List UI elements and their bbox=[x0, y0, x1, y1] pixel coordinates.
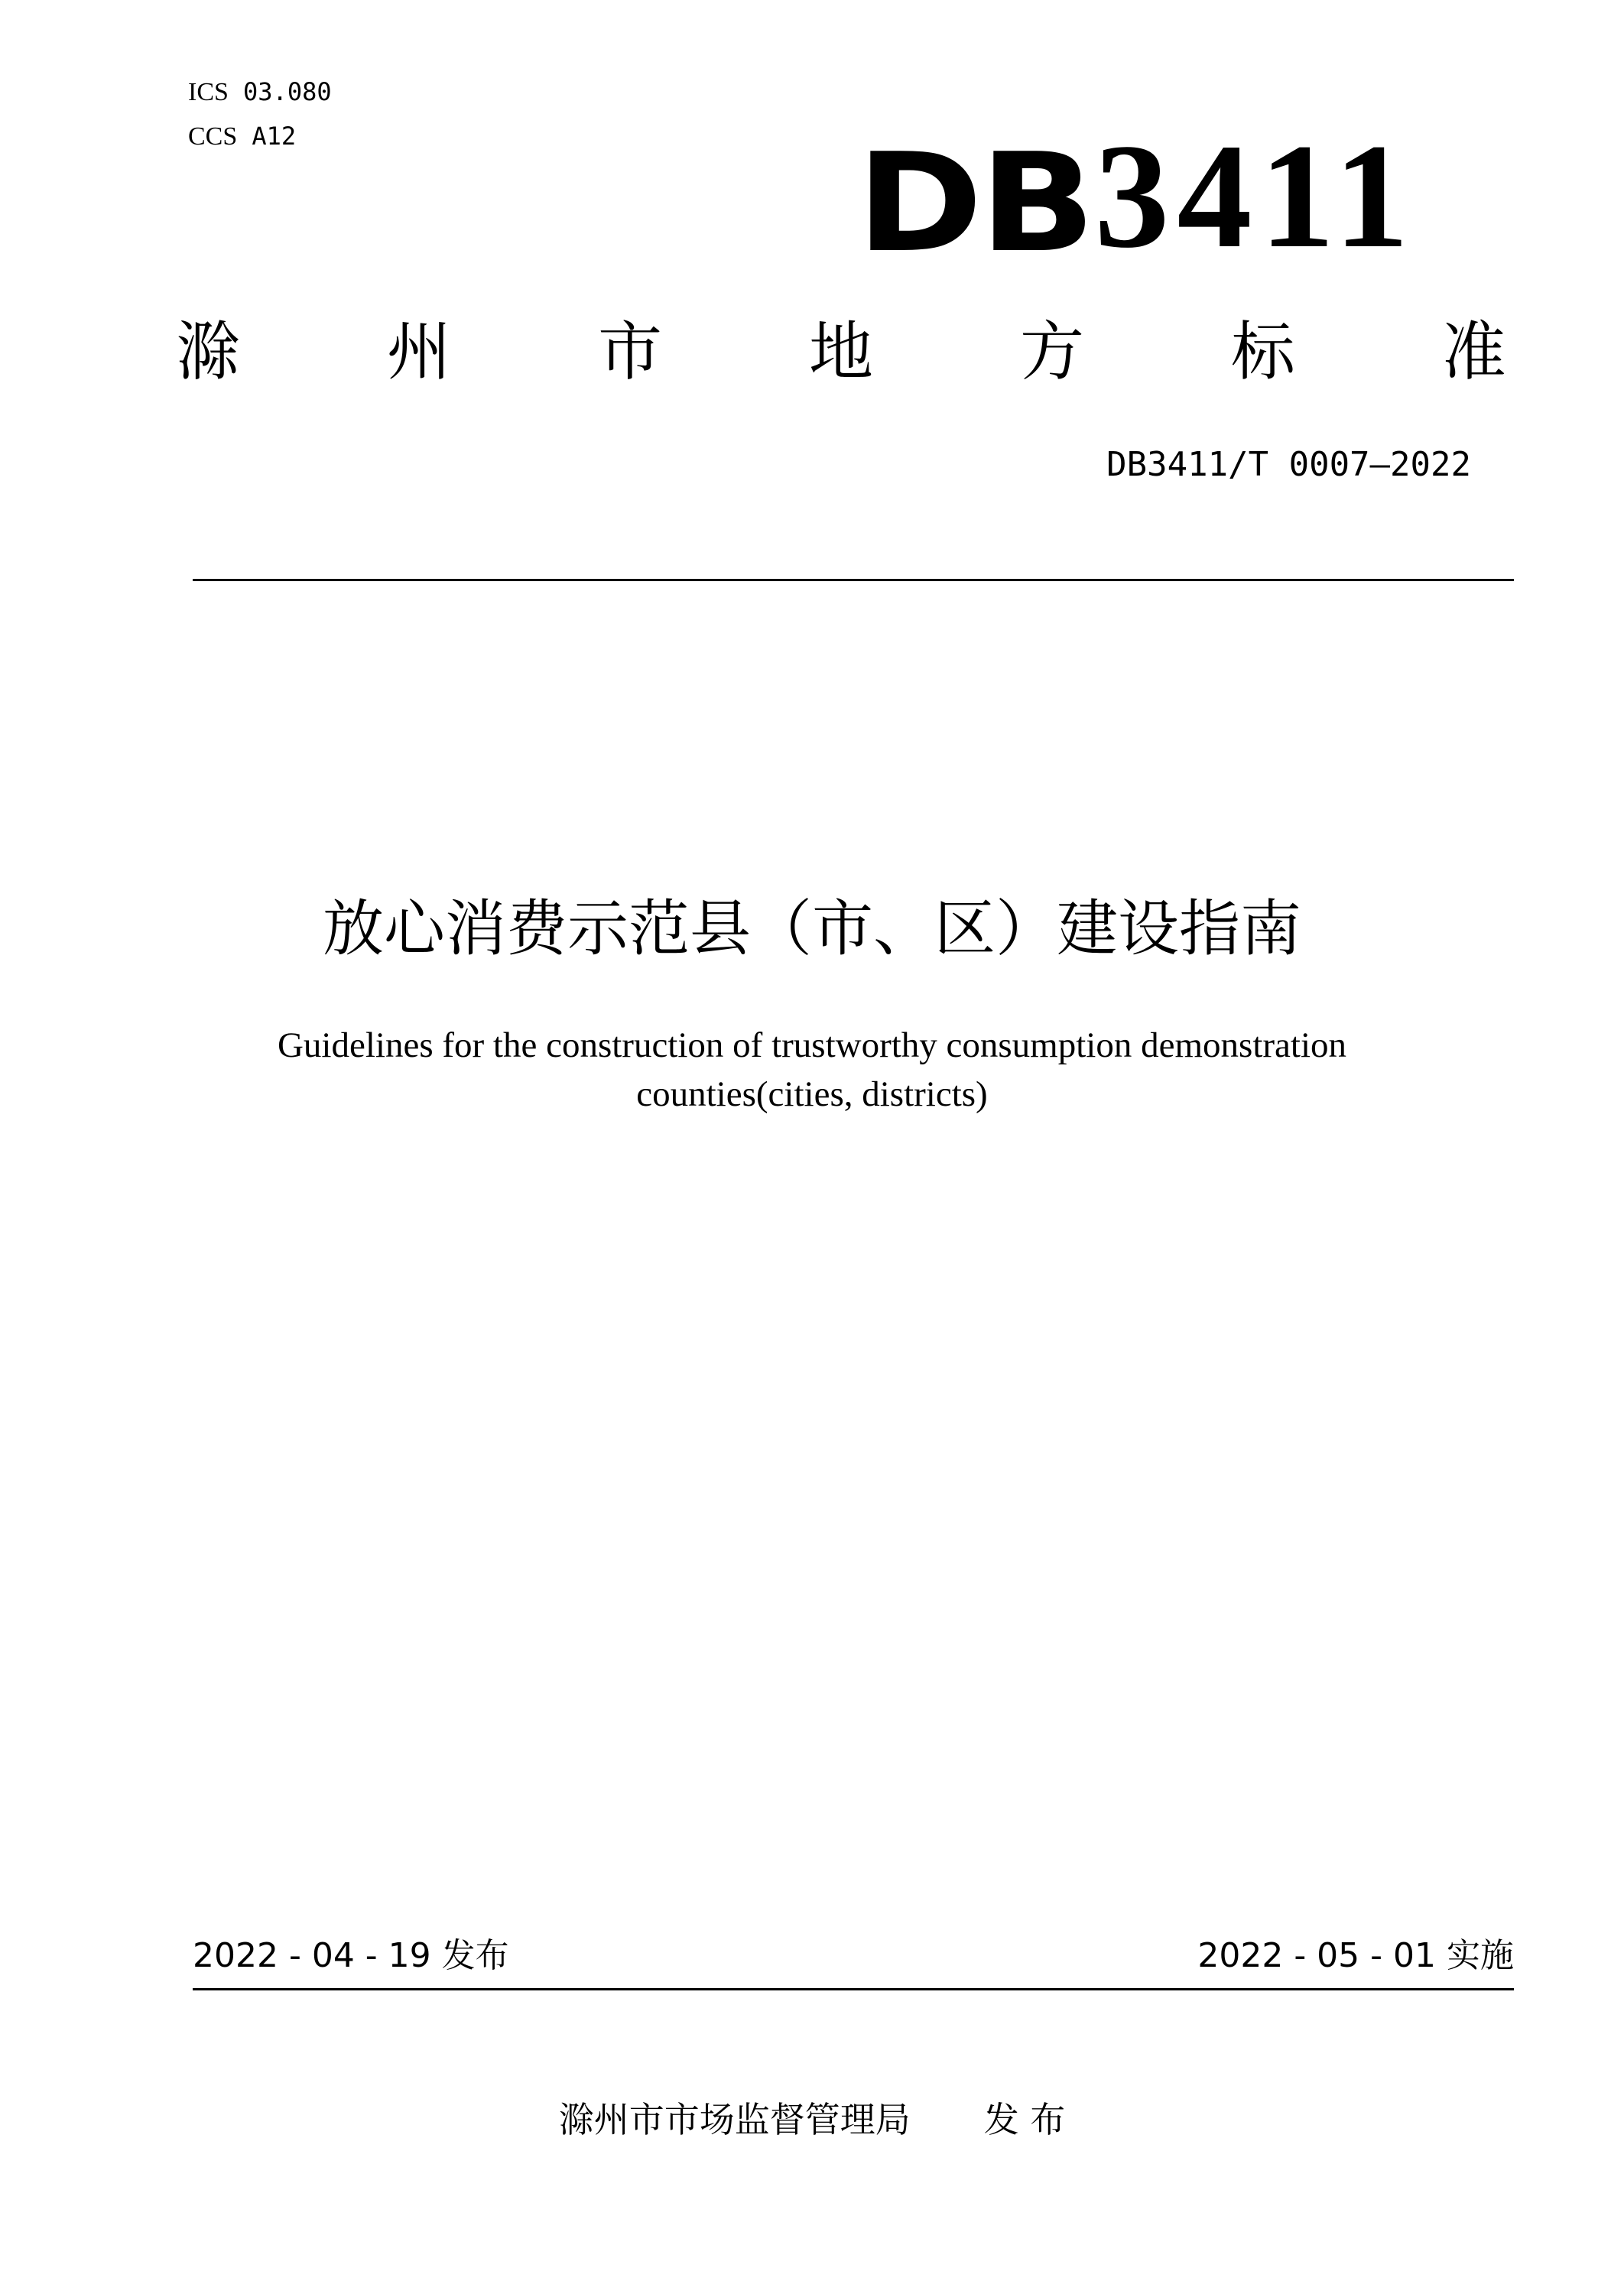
standard-type-char: 准 bbox=[1441, 314, 1506, 389]
classification-ccs bbox=[188, 121, 296, 152]
db-logo-letters: DB bbox=[856, 124, 1093, 282]
db-logo-digits: 3411 bbox=[1094, 113, 1417, 279]
ics-value: 03.080 bbox=[243, 77, 332, 106]
standard-type-char: 州 bbox=[386, 314, 451, 389]
ccs-value: A12 bbox=[252, 122, 297, 151]
document-title-cn: 放心消费示范县（市、区）建设指南 bbox=[323, 893, 1301, 964]
issuer-name: 滁州市市场监督管理局 bbox=[558, 2099, 911, 2140]
standard-type-char: 市 bbox=[597, 314, 662, 389]
standard-number: DB3411/T 0007—2022 bbox=[1106, 445, 1471, 484]
db-logo bbox=[856, 113, 1417, 282]
document-title-en bbox=[162, 1021, 1462, 1119]
top-divider bbox=[193, 579, 1514, 581]
bottom-divider bbox=[193, 1988, 1514, 1990]
classification-ics bbox=[188, 76, 332, 108]
document-title-en-line2: counties(cities, districts) bbox=[636, 1074, 988, 1114]
publish-date: 2022 - 04 - 19 发布 bbox=[193, 1936, 509, 1975]
document-title-en-line1: Guidelines for the construction of trustworthy consumption demonstration bbox=[277, 1025, 1347, 1065]
implement-date: 2022 - 05 - 01 实施 bbox=[1197, 1936, 1514, 1975]
ics-label: ICS bbox=[188, 78, 229, 106]
standard-type-char: 滁 bbox=[176, 314, 241, 389]
issuer-action: 发 布 bbox=[983, 2099, 1066, 2140]
standard-type-char: 方 bbox=[1019, 314, 1084, 389]
ccs-label: CCS bbox=[188, 122, 238, 151]
standard-type-title bbox=[176, 314, 1506, 390]
issuer-line bbox=[0, 2095, 1624, 2144]
standard-type-char: 标 bbox=[1230, 314, 1295, 389]
standard-type-char: 地 bbox=[808, 314, 873, 389]
